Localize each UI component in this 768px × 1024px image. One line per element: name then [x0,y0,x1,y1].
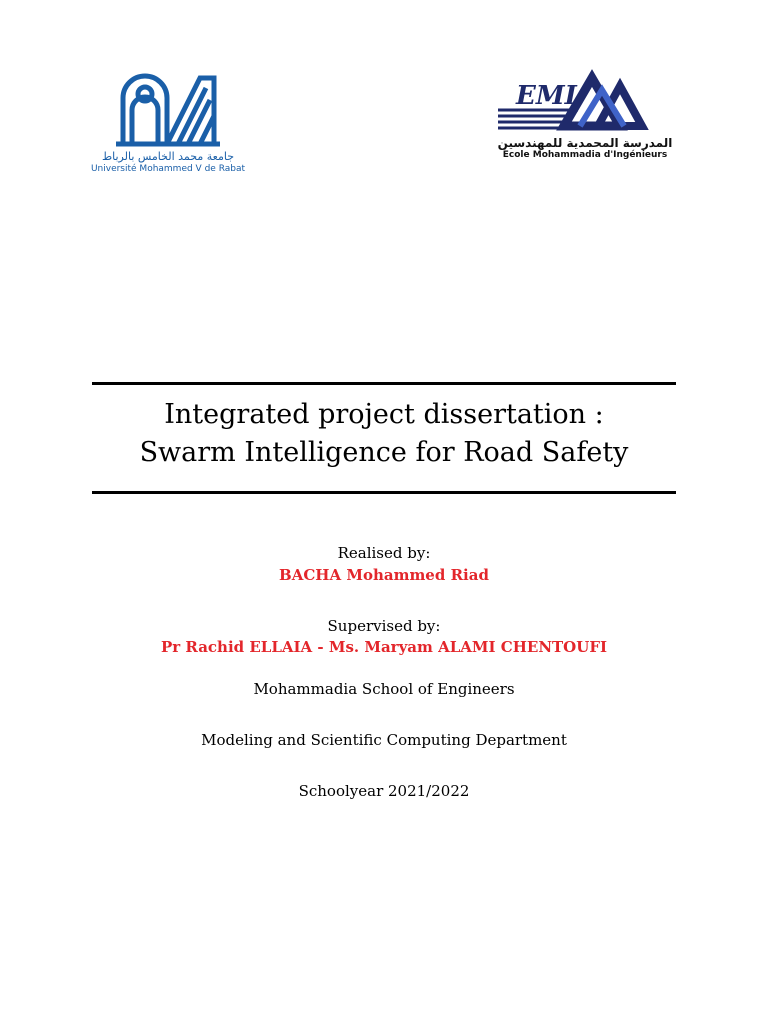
school-name: Mohammadia School of Engineers [253,680,515,698]
emi-name-french: Ecole Mohammadia d'Ingénieurs [502,150,668,160]
title-line-1: Integrated project dissertation : [164,399,604,430]
supervised-by-label: Supervised by: [327,617,441,635]
university-name-arabic: جامعة محمد الخامس بالرباط [101,150,235,163]
title-top-rule [92,382,676,385]
emi-emblem-icon [494,56,676,136]
document-title [92,396,676,472]
emi-acronym: EMI [516,81,577,111]
schoolyear: Schoolyear 2021/2022 [298,782,470,800]
title-bottom-rule [92,491,676,494]
university-emblem-icon [88,70,248,150]
university-logo [88,70,248,175]
university-name-french: Université Mohammed V de Rabat [90,164,246,174]
realised-by-label: Realised by: [337,544,431,562]
department-name: Modeling and Scientific Computing Department [201,731,567,749]
supervisor-names: Pr Rachid ELLAIA - Ms. Maryam ALAMI CHENTOUFI [160,638,607,656]
emi-logo [494,56,676,166]
emi-name-arabic: المدرسة المحمدية للمهندسين [497,136,673,150]
title-line-2: Swarm Intelligence for Road Safety [139,437,629,468]
author-name: BACHA Mohammed Riad [279,566,489,584]
